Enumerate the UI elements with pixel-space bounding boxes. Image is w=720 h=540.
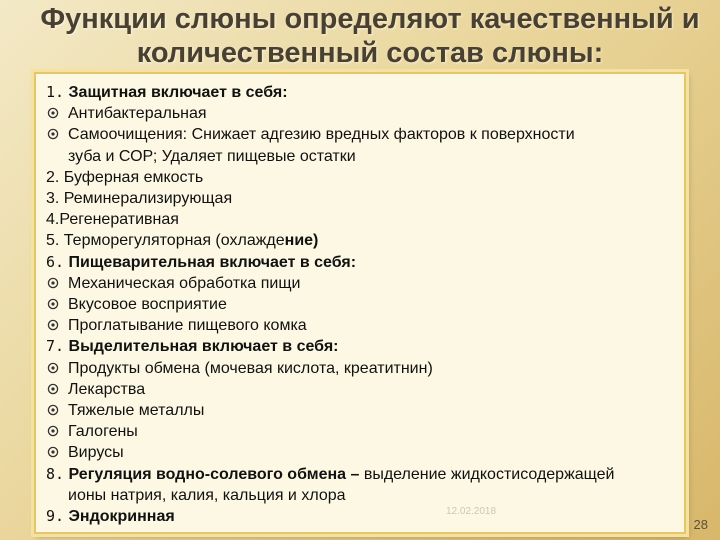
list-item-5: [46, 230, 672, 251]
circled-dot-icon: [46, 446, 60, 458]
circled-dot-icon: [46, 277, 60, 289]
list-heading-7: [46, 336, 672, 357]
function-list: [46, 82, 672, 527]
list-item: [46, 379, 672, 400]
list-item-3: 3. Реминерализирующая: [46, 190, 233, 208]
list-item-text: Механическая обработка пищи: [68, 274, 301, 292]
heading-text-rest: выделение жидкостисодержащей: [359, 465, 615, 483]
circled-dot-icon: [46, 298, 60, 310]
content-panel: [34, 72, 686, 534]
item-5-text: 5. Терморегуляторная (охлажде: [46, 232, 285, 250]
circled-dot-icon: [46, 128, 60, 140]
list-heading-6: [46, 252, 672, 273]
list-item-text: Вкусовое восприятие: [68, 296, 227, 314]
circled-dot-icon: [46, 107, 60, 119]
list-heading-1: [46, 82, 672, 103]
list-item: [46, 124, 672, 145]
list-item: [46, 400, 672, 421]
list-item-text: Вирусы: [68, 444, 124, 462]
list-item-continuation: ионы натрия, калия, кальция и хлора: [68, 486, 346, 504]
list-item-text: Антибактеральная: [68, 105, 207, 123]
title-line-2: количественный состав слюны:: [136, 37, 604, 69]
list-item: [46, 273, 672, 294]
list-item-4: 4.Регенеративная: [46, 211, 179, 229]
list-item: [46, 103, 672, 124]
list-item: [46, 421, 672, 442]
heading-number: 1.: [46, 83, 65, 101]
heading-text: Выделительная включает в себя:: [68, 338, 339, 356]
list-item: [46, 315, 672, 336]
circled-dot-icon: [46, 383, 60, 395]
heading-text: Защитная включает в себя:: [68, 84, 288, 101]
footer-date: 12.02.2018: [446, 506, 497, 517]
circled-dot-icon: [46, 319, 60, 331]
list-item-2: 2. Буферная емкость: [46, 168, 204, 186]
list-item: [46, 294, 672, 315]
list-item-text: Самоочищения: Снижает адгезию вредных факторов к поверхности: [68, 126, 575, 144]
heading-number: 8.: [46, 464, 65, 483]
heading-number: 7.: [46, 337, 65, 356]
list-item-text: Лекарства: [68, 380, 146, 398]
heading-text: Регуляция водно-солевого обмена –: [68, 465, 360, 483]
circled-dot-icon: [46, 425, 60, 437]
list-item-text: Тяжелые металлы: [68, 402, 205, 420]
list-item-text: Продукты обмена (мочевая кислота, креатитнин): [68, 359, 433, 377]
heading-text: Пищеварительная включает в себя:: [68, 253, 357, 271]
list-item: [46, 358, 672, 379]
circled-dot-icon: [46, 404, 60, 416]
page-number: 28: [693, 517, 708, 532]
list-item: [46, 442, 672, 463]
heading-text: Эндокринная: [68, 508, 175, 526]
list-heading-8: [46, 464, 672, 485]
item-5-text-bold: ние): [284, 232, 319, 250]
list-heading-9: [46, 506, 672, 527]
circled-dot-icon: [46, 362, 60, 374]
heading-number: 9.: [46, 507, 65, 526]
title-line-1: Функции слюны определяют качественный и: [40, 3, 700, 35]
list-item-text: Галогены: [68, 423, 138, 441]
heading-number: 6.: [46, 252, 65, 271]
slide-title: [40, 2, 700, 70]
list-item-continuation: зуба и СОР; Удаляет пищевые остатки: [68, 147, 356, 165]
list-item-text: Проглатывание пищевого комка: [68, 317, 307, 335]
